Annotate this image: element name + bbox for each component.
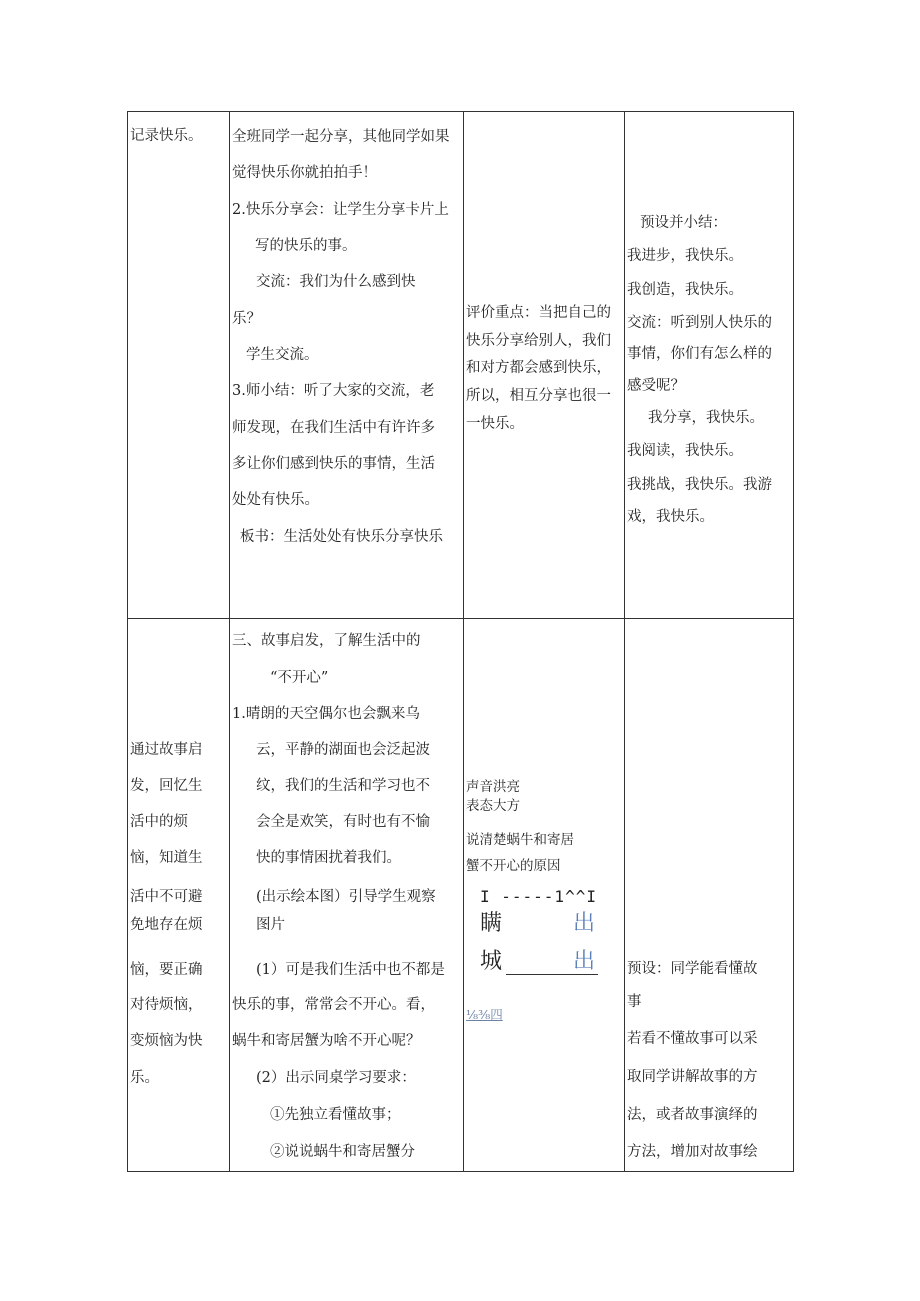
row2-col2-line: 云，平静的湖面也会泛起波 — [256, 742, 430, 758]
row1-col4-line: 我挑战，我快乐。我游 — [627, 477, 772, 493]
row1-col4-line: 我分享，我快乐。 — [648, 410, 764, 426]
row2-col2-line: 快乐的事，常常会不开心。看， — [232, 997, 435, 1013]
row2-col3-ocr-row: I -----1^^I — [480, 887, 597, 906]
row2-col1-line: 对待烦恼， — [130, 997, 203, 1013]
table-top-border — [127, 111, 794, 112]
row2-col4-line: 取同学讲解故事的方 — [627, 1069, 758, 1085]
row2-col3-line: 说清楚蜗牛和寄居 — [466, 832, 574, 848]
row2-col3-line: 表态大方 — [466, 798, 520, 814]
row2-col2-line: (出示绘本图）引导学生观察 — [256, 889, 436, 905]
row1-col4-line: 我阅读，我快乐。 — [627, 443, 743, 459]
row1-col4-line: 我创造，我快乐。 — [627, 282, 743, 298]
row2-col1-line: 活中的烦 — [130, 814, 188, 830]
row1-col4-line: 事情，你们有怎么样的 — [627, 346, 772, 362]
row2-col2-line: ①先独立看懂故事； — [270, 1107, 401, 1123]
table-row-divider — [127, 618, 794, 619]
row2-col1-line: 活中不可避 — [130, 889, 203, 905]
row1-col4-line: 交流：听到别人快乐的 — [627, 315, 772, 331]
row2-col1-line: 恼，知道生 — [130, 850, 203, 866]
row1-col2-line: 交流：我们为什么感到快 — [256, 274, 416, 290]
row1-col2-line: 师发现，在我们生活中有许许多 — [232, 420, 435, 436]
row1-col3-line: 所以，相互分享也很一 — [466, 388, 611, 404]
row1-col2-line: 觉得快乐你就拍拍手！ — [232, 165, 377, 181]
row2-col4-line: 事 — [627, 994, 642, 1010]
row1-col2-line: 学生交流。 — [246, 347, 319, 363]
row2-col3-glyph-3: 城 — [480, 949, 503, 974]
row2-col2-line: 会全是欢笑，有时也有不愉 — [256, 814, 430, 830]
row2-col4-line: 预设：同学能看懂故 — [627, 961, 758, 977]
row2-col1-line: 变烦恼为快 — [130, 1033, 203, 1049]
row2-col2-line: 图片 — [256, 917, 285, 933]
row2-col2-line: (2）出示同桌学习要求： — [256, 1070, 416, 1086]
row1-col3-line: 评价重点：当把自己的 — [466, 305, 611, 321]
row2-col2-line: 蜗牛和寄居蟹为啥不开心呢？ — [232, 1033, 421, 1049]
row1-col1-text: 记录快乐。 — [130, 128, 203, 144]
row2-col3-link[interactable]: ⅛⅜四 — [466, 1007, 503, 1022]
row1-col3-line: 快乐分享给别人，我们 — [466, 333, 611, 349]
table-left-border — [127, 111, 128, 1172]
table-col-divider-2 — [463, 111, 464, 1172]
row2-col2-line: 1.晴朗的天空偶尔也会飘来乌 — [232, 706, 420, 722]
row2-col2-line: “不开心” — [270, 670, 329, 686]
row1-col2-line: 处处有快乐。 — [232, 492, 319, 508]
row1-col2-line: 写的快乐的事。 — [255, 238, 357, 254]
row2-col1-line: 恼，要正确 — [130, 962, 203, 978]
row2-col2-line: 三、故事启发，了解生活中的 — [232, 633, 421, 649]
row2-col2-line: ②说说蜗牛和寄居蟹分 — [270, 1144, 415, 1160]
table-bottom-border — [127, 1171, 794, 1172]
row1-col2-line: 3.师小结：听了大家的交流，老 — [232, 383, 435, 399]
row2-col1-line: 发，回忆生 — [130, 778, 203, 794]
row1-col4-line: 戏，我快乐。 — [627, 509, 714, 525]
row1-col2-line: 2.快乐分享会：让学生分享卡片上 — [232, 202, 449, 218]
row1-col2-line: 板书：生活处处有快乐分享快乐 — [240, 529, 443, 545]
row2-col2-line: (1）可是我们生活中也不都是 — [256, 962, 445, 978]
row2-col2-line: 快的事情困扰着我们。 — [256, 850, 401, 866]
row2-col1-line: 免地存在烦 — [130, 917, 203, 933]
row1-col3-line: 和对方都会感到快乐， — [466, 360, 611, 376]
row1-col2-line: 乐？ — [232, 311, 261, 327]
row1-col4-line: 我进步，我快乐。 — [627, 248, 743, 264]
row2-col1-line: 乐。 — [130, 1070, 159, 1086]
row2-col3-glyph-4: 出 — [573, 949, 596, 974]
row1-col4-line: 预设并小结： — [640, 215, 727, 231]
row2-col4-line: 若看不懂故事可以采 — [627, 1031, 758, 1047]
row1-col3-line: 一快乐。 — [466, 416, 524, 432]
row1-col2-line: 全班同学一起分享，其他同学如果 — [232, 129, 450, 145]
row2-col1-line: 通过故事启 — [130, 742, 203, 758]
row2-col3-glyph-1: 瞒 — [480, 911, 503, 936]
row1-col2-line: 多让你们感到快乐的事情，生活 — [232, 456, 435, 472]
table-right-border — [793, 111, 794, 1172]
row2-col3-line: 声音洪亮 — [466, 779, 520, 795]
row2-col4-line: 法，或者故事演绎的 — [627, 1107, 758, 1123]
row2-col3-glyph-2: 出 — [573, 911, 596, 936]
row1-col4-line: 感受呢？ — [627, 378, 685, 394]
row2-col2-line: 纹，我们的生活和学习也不 — [256, 778, 430, 794]
table-col-divider-1 — [229, 111, 230, 1172]
table-col-divider-3 — [624, 111, 625, 1172]
row2-col3-line: 蟹不开心的原因 — [466, 858, 561, 874]
row2-col4-line: 方法，增加对故事绘 — [627, 1144, 758, 1160]
